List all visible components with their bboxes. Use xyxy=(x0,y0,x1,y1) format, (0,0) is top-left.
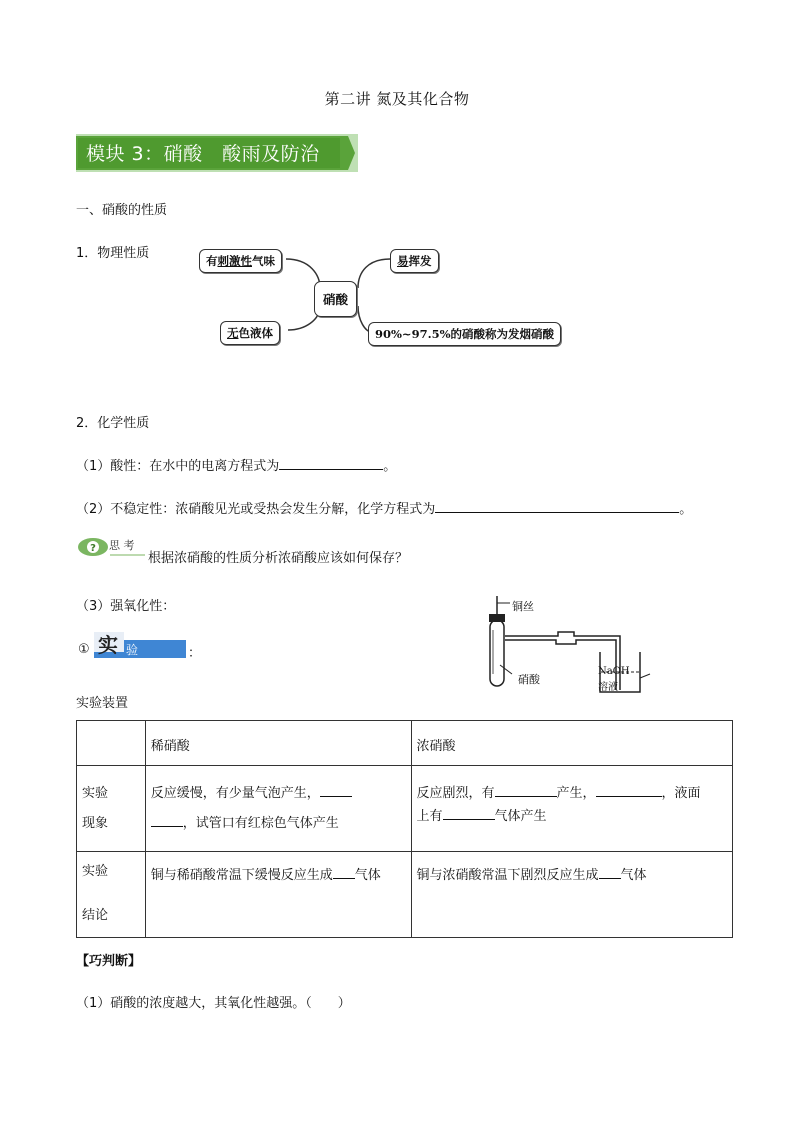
mind-map-node-color: 无色液体 xyxy=(220,321,280,345)
apparatus-label-naoh: NaOH xyxy=(598,666,630,677)
oxidizing-label: （3）强氧化性： xyxy=(76,599,176,614)
table-header-row xyxy=(77,721,733,766)
experiment-badge-big: 实 xyxy=(98,633,118,657)
module-banner-title: 模块 3：硝酸 酸雨及防治 xyxy=(86,143,320,165)
page-title: 第二讲 氮及其化合物 xyxy=(324,90,470,108)
table-cell-dilute-phenomenon: 反应缓慢，有少量气泡产生， ，试管口有红棕色气体产生 xyxy=(145,766,411,852)
mind-map-node-fuming: 90%~97.5%的硝酸称为发烟硝酸 xyxy=(368,322,561,346)
circled-number: ① xyxy=(78,642,90,657)
experiment-badge-colon: ： xyxy=(188,646,202,661)
apparatus-label-wire: 铜丝 xyxy=(512,600,534,613)
mind-map-node-volatile: 易挥发 xyxy=(390,249,439,273)
think-badge xyxy=(77,536,147,562)
answer-blank[interactable] xyxy=(435,500,679,513)
mind-map-node-smell: 有刺激性气味 xyxy=(199,249,282,273)
physical-properties-label: 1．物理性质 xyxy=(76,246,150,261)
judge-item: （1）硝酸的浓度越大，其氧化性越强。（ ） xyxy=(76,996,351,1011)
answer-blank[interactable] xyxy=(599,866,621,879)
table-row xyxy=(77,766,733,852)
think-question: 根据浓硝酸的性质分析浓硝酸应该如何保存？ xyxy=(148,551,409,566)
apparatus-caption: 实验装置 xyxy=(76,696,129,711)
apparatus-label-solution: 溶液 xyxy=(598,682,618,693)
table-cell-concentrated-conclusion: 铜与浓硝酸常温下剧烈反应生成 气体 xyxy=(411,852,732,938)
table-row xyxy=(77,852,733,938)
table-corner-cell xyxy=(77,721,146,766)
experiment-table xyxy=(76,720,733,938)
answer-blank[interactable] xyxy=(151,814,183,827)
table-row-head-phenomenon: 实验 现象 xyxy=(77,766,146,852)
section-heading: 一、硝酸的性质 xyxy=(76,203,168,218)
table-cell-dilute-conclusion: 铜与稀硝酸常温下缓慢反应生成 气体 xyxy=(145,852,411,938)
answer-blank[interactable] xyxy=(443,807,495,820)
answer-blank[interactable] xyxy=(320,784,352,797)
experiment-badge-text: 验探究 xyxy=(126,643,139,691)
answer-blank[interactable] xyxy=(279,457,383,470)
answer-blank[interactable] xyxy=(596,784,662,797)
module-banner xyxy=(76,134,358,176)
answer-blank[interactable] xyxy=(495,784,557,797)
mind-map-center-nitric-acid: 硝酸 xyxy=(314,281,357,317)
table-row-head-conclusion: 实验 结论 xyxy=(77,852,146,938)
judge-heading: 【巧判断】 xyxy=(76,954,142,969)
instability-text: （2）不稳定性：浓硝酸见光或受热会发生分解，化学方程式为 xyxy=(76,502,436,517)
table-cell-concentrated-phenomenon: 反应剧烈，有 产生， ，液面 上有 气体产生 xyxy=(411,766,732,852)
think-label: 思 考 xyxy=(109,539,135,552)
acidity-text: （1）酸性：在水中的电离方程式为 xyxy=(76,459,280,474)
table-header-concentrated: 浓硝酸 xyxy=(411,721,732,766)
apparatus-label-acid: 硝酸 xyxy=(518,673,540,686)
chemical-properties-label: 2．化学性质 xyxy=(76,416,150,431)
table-header-dilute: 稀硝酸 xyxy=(145,721,411,766)
instability-line: （2）不稳定性：浓硝酸见光或受热会发生分解，化学方程式为 。 xyxy=(76,502,693,517)
acidity-line: （1）酸性：在水中的电离方程式为 。 xyxy=(76,459,397,474)
svg-text:?: ? xyxy=(90,543,96,554)
apparatus-figure xyxy=(470,590,670,700)
answer-blank[interactable] xyxy=(333,866,355,879)
